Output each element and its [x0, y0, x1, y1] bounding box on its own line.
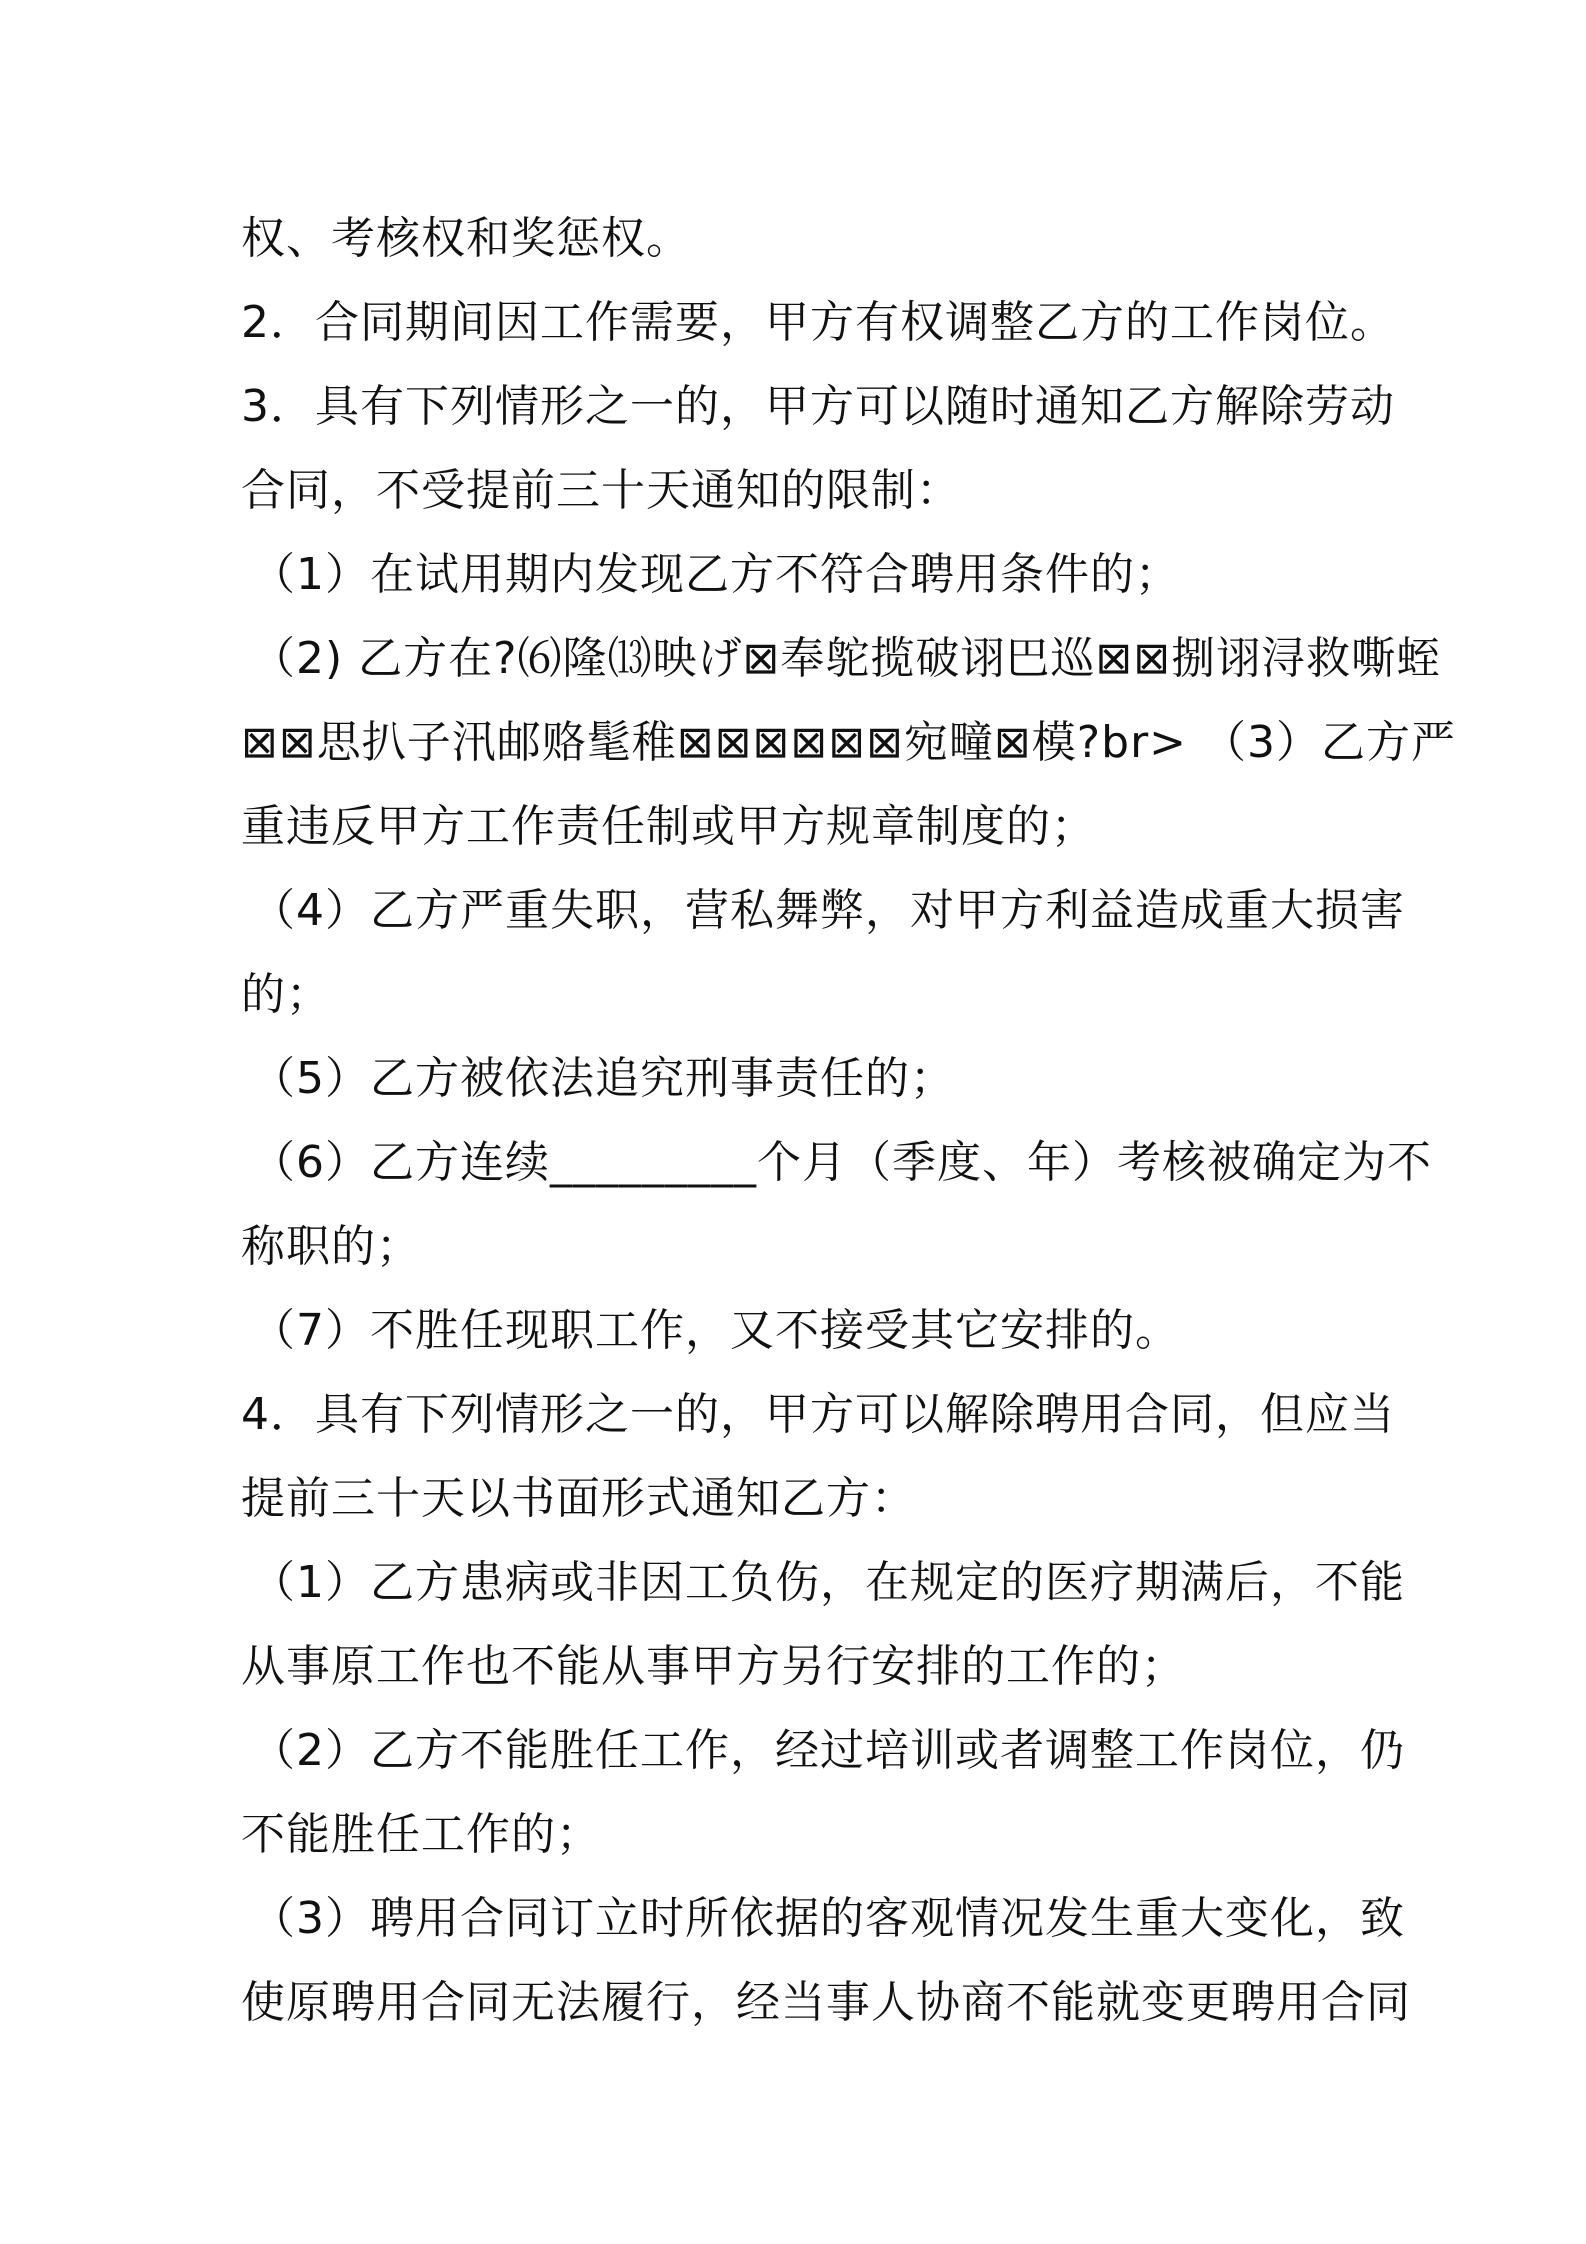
text-line: 重违反甲方工作责任制或甲方规章制度的； — [241, 801, 1096, 852]
text-line: 不能胜任工作的； — [241, 1809, 601, 1860]
text-line: 的； — [241, 969, 331, 1020]
text-line: 使原聘用合同无法履行，经当事人协商不能就变更聘用合同 — [241, 1977, 1411, 2028]
text-line: 3．具有下列情形之一的，甲方可以随时通知乙方解除劳动 — [241, 381, 1395, 432]
document-body — [241, 197, 1457, 2045]
text-line: （2) 乙方在?⑹隆⒀映げ⊠奉鸵揽破诩巴巡⊠⊠捌诩浔救嘶蛭 — [251, 633, 1442, 684]
text-line: 提前三十天以书面形式通知乙方： — [241, 1473, 916, 1524]
text-line: （3）聘用合同订立时所依据的客观情况发生重大变化，致 — [251, 1893, 1405, 1944]
text-line: （1）在试用期内发现乙方不符合聘用条件的； — [251, 549, 1180, 600]
text-line: 2．合同期间因工作需要，甲方有权调整乙方的工作岗位。 — [241, 297, 1395, 348]
text-line: （4）乙方严重失职，营私舞弊，对甲方利益造成重大损害 — [251, 885, 1405, 936]
text-line: （6）乙方连续_________个月（季度、年）考核被确定为不 — [251, 1137, 1432, 1188]
text-line: （7）不胜任现职工作，又不接受其它安排的。 — [251, 1305, 1180, 1356]
text-line: 权、考核权和奖惩权。 — [241, 213, 691, 264]
text-line: 称职的； — [241, 1221, 421, 1272]
text-line: 合同，不受提前三十天通知的限制： — [241, 465, 961, 516]
text-line: 4．具有下列情形之一的，甲方可以解除聘用合同，但应当 — [241, 1389, 1395, 1440]
text-line: ⊠⊠思扒子汛邮赂髦稚⊠⊠⊠⊠⊠⊠宛疃⊠模?br> （3）乙方严 — [241, 717, 1457, 768]
text-line: （1）乙方患病或非因工负伤，在规定的医疗期满后，不能 — [251, 1557, 1405, 1608]
text-line: （2）乙方不能胜任工作，经过培训或者调整工作岗位，仍 — [251, 1725, 1405, 1776]
text-line: 从事原工作也不能从事甲方另行安排的工作的； — [241, 1641, 1186, 1692]
text-line: （5）乙方被依法追究刑事责任的； — [251, 1053, 955, 1104]
